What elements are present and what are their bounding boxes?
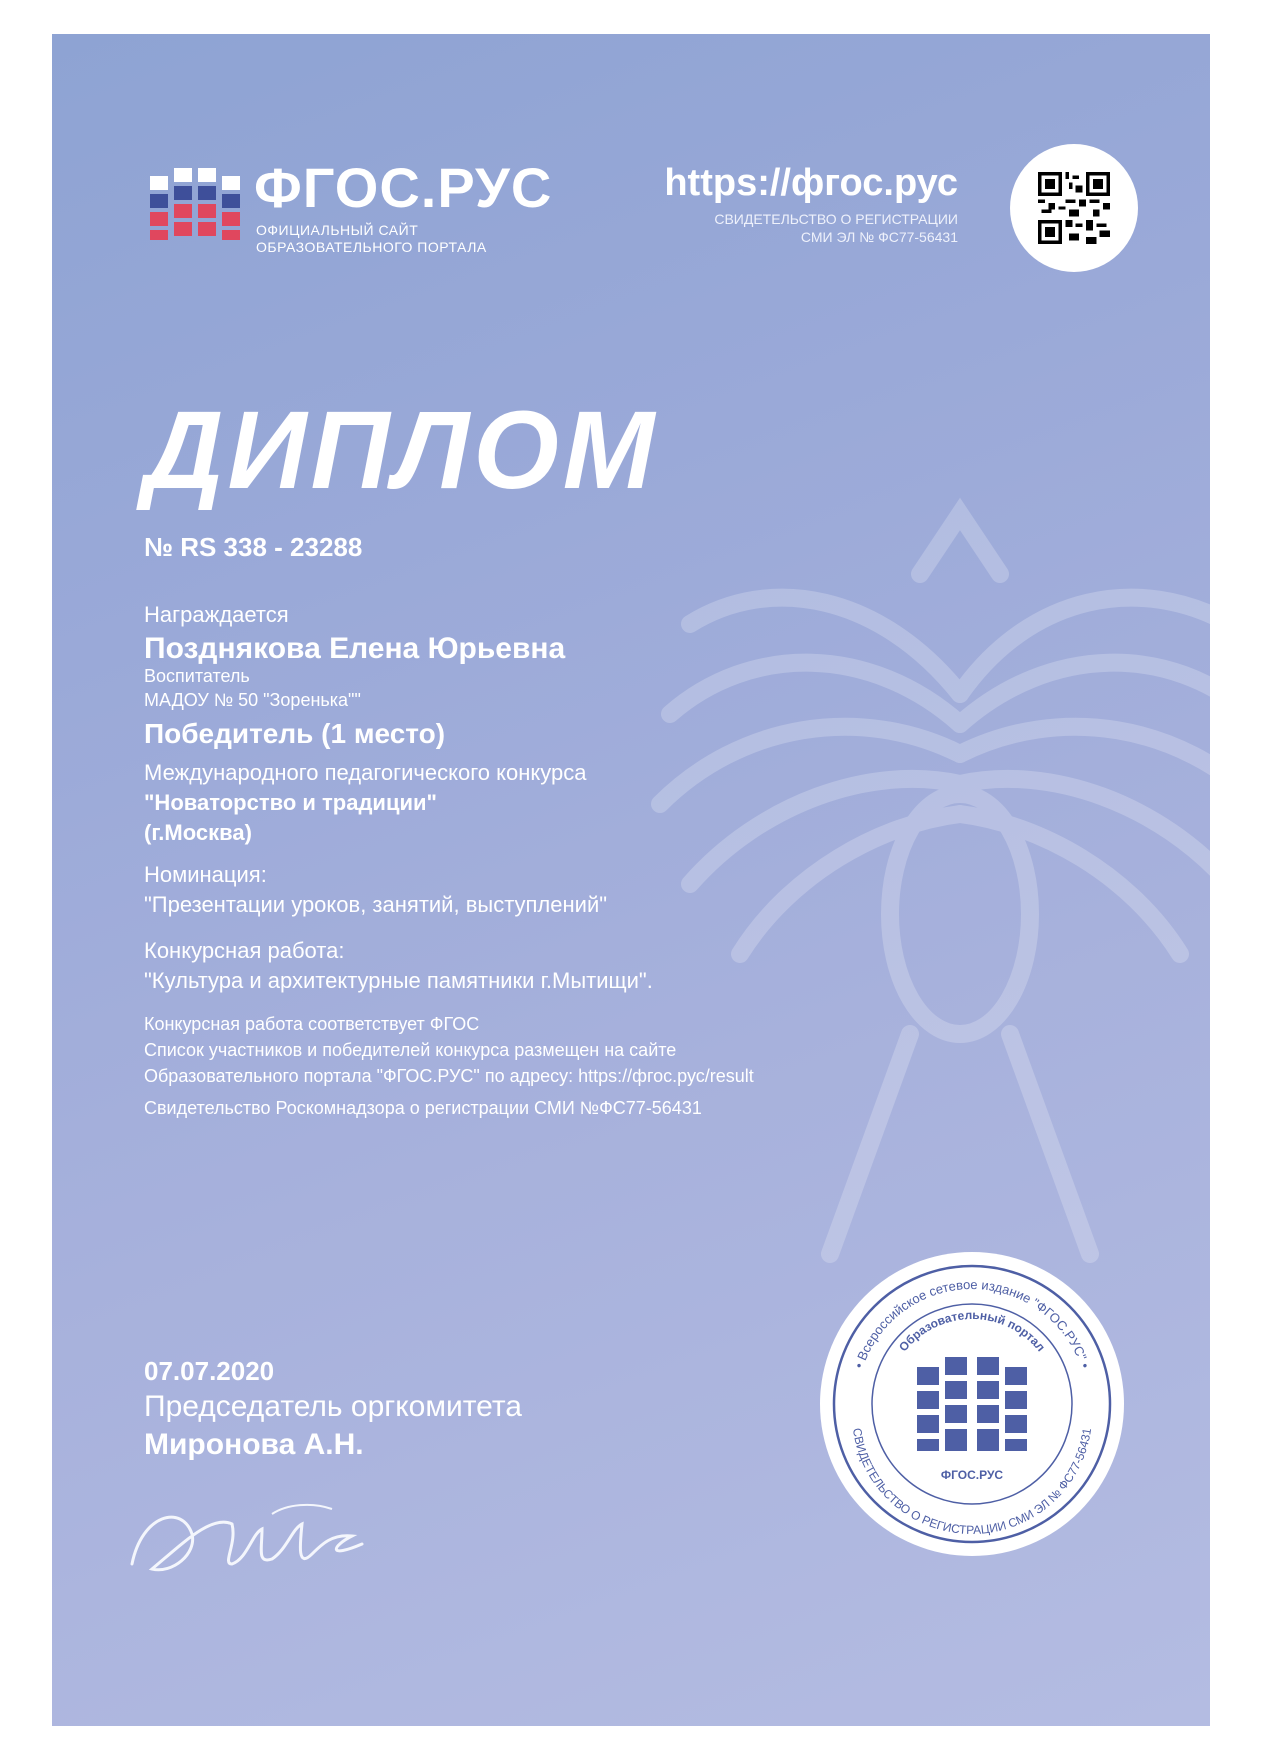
- stamp-inner-text: Образовательный портал: [896, 1307, 1048, 1355]
- contest-city: (г.Москва): [144, 820, 252, 845]
- official-stamp: [817, 1249, 1127, 1559]
- registration-info: [714, 210, 958, 246]
- awarded-label: Награждается: [144, 602, 289, 627]
- chair-name: Миронова А.Н.: [144, 1428, 364, 1461]
- recipient-name: Позднякова Елена Юрьевна: [144, 632, 566, 665]
- logo-title: ФГОС.РУС: [254, 156, 553, 219]
- logo-subtitle-line-1: ОФИЦИАЛЬНЫЙ САЙТ: [256, 222, 419, 238]
- participants-list-note: Список участников и победителей конкурса размещен на сайте: [144, 1040, 677, 1060]
- issue-date: 07.07.2020: [144, 1356, 275, 1386]
- nomination-label: Номинация:: [144, 862, 267, 887]
- contest-name: "Новаторство и традиции": [144, 790, 437, 815]
- logo-subtitle-line-2: ОБРАЗОВАТЕЛЬНОГО ПОРТАЛА: [256, 239, 487, 255]
- document-title: ДИПЛОМ: [144, 389, 659, 512]
- diploma-sheet: [52, 34, 1210, 1726]
- stamp-center-text: ФГОС.РУС: [940, 1468, 1004, 1482]
- registration-line-2: СМИ ЭЛ № ФС77-56431: [800, 229, 958, 245]
- diploma-number: № RS 338 - 23288: [144, 532, 363, 562]
- signature: [122, 1474, 402, 1594]
- work-label: Конкурсная работа:: [144, 938, 345, 963]
- recipient-organization: МАДОУ № 50 "Зоренька"": [144, 690, 361, 710]
- nomination-value: "Презентации уроков, занятий, выступлений": [144, 892, 608, 917]
- qr-badge: [1010, 144, 1138, 272]
- award-place: Победитель (1 место): [144, 718, 446, 749]
- stamp-bottom-text: СВИДЕТЕЛЬСТВО О РЕГИСТРАЦИИ СМИ ЭЛ № ФС77-56431: [849, 1427, 1095, 1538]
- eagle-emblem-watermark: [630, 394, 1210, 1394]
- logo-building-icon: [150, 154, 240, 244]
- recipient-position: Воспитатель: [144, 666, 250, 686]
- logo-subtitle: [256, 222, 487, 256]
- site-url: https://фгос.рус: [664, 162, 958, 204]
- registration-line-1: СВИДЕТЕЛЬСТВО О РЕГИСТРАЦИИ: [714, 211, 958, 227]
- fgos-compliance: Конкурсная работа соответствует ФГОС: [144, 1014, 480, 1034]
- rkn-registration: Свидетельство Роскомнадзора о регистрации СМИ №ФС77-56431: [144, 1098, 702, 1118]
- qr-code-icon: [1038, 172, 1110, 244]
- contest-description: Международного педагогического конкурса: [144, 760, 587, 785]
- chair-title: Председатель оргкомитета: [144, 1390, 522, 1423]
- portal-address: Образовательного портала "ФГОС.РУС" по адресу: https://фгос.рус/result: [144, 1066, 754, 1086]
- work-value: "Культура и архитектурные памятники г.Мытищи".: [144, 968, 653, 993]
- stamp-top-text: • Всероссийское сетевое издание "ФГОС.РУС" •: [851, 1276, 1093, 1371]
